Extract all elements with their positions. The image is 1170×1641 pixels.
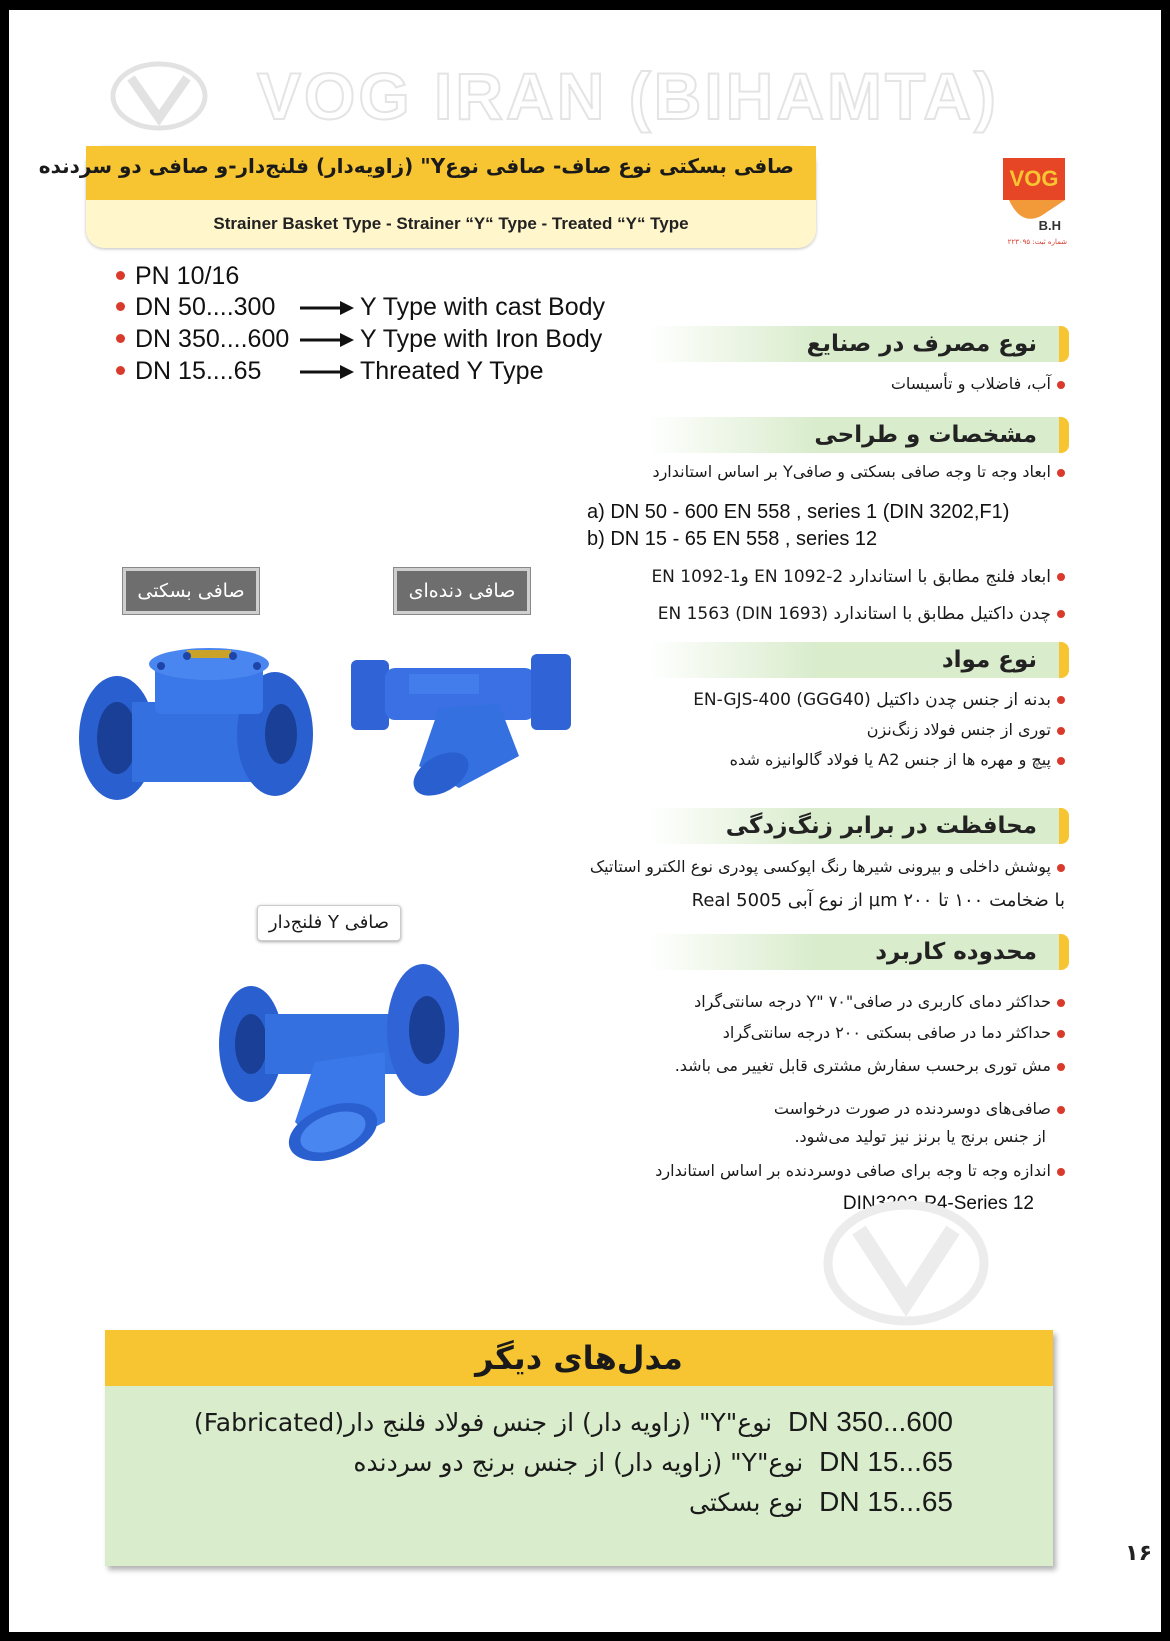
title-banner [38, 146, 816, 248]
arrow-right-icon [300, 301, 354, 315]
bullet-icon [116, 334, 125, 343]
other-models-box [105, 1330, 1053, 1566]
caption-threaded-strainer: صافی دنده‌ای [394, 568, 530, 614]
title-persian: صافی بسکتی نوع صاف- صافی نوعY" (زاویه‌دار) فلنج‌دار-و صافی دو سردنده [38, 154, 794, 178]
bullet-icon [116, 271, 125, 280]
model-size: DN 350...600 [788, 1406, 953, 1437]
title-english: Strainer Basket Type - Strainer “Y“ Type - Treated “Y“ Type [213, 214, 689, 233]
spec-row [116, 356, 544, 386]
material-item: بدنه از جنس چدن داکتیل EN-GJS-400 (GGG40) [693, 690, 1065, 710]
model-description: نوع"Y" (زاویه دار) از جنس فولاد فلنج دار(Fabricated) [193, 1408, 773, 1437]
page-number: ۱۶ [1125, 1541, 1152, 1566]
caption-basket-strainer: صافی بسکتی [123, 568, 259, 614]
bullet-icon [1057, 573, 1065, 581]
bullet-icon [1057, 727, 1065, 735]
design-item: ابعاد فلنج مطابق با استاندارد EN 1092-2 وEN 1092-1 [651, 567, 1065, 587]
bullet-icon [1057, 696, 1065, 704]
vog-watermark-logo-icon [109, 60, 209, 132]
range-item: حداکثر دمای کاربری در صافی"Y" ۷۰ درجه سانتی‌گراد [694, 992, 1065, 1011]
model-description: نوع بسکتی [689, 1488, 804, 1517]
model-row [689, 1486, 953, 1518]
design-item: چدن داکتیل مطابق با استاندارد EN 1563 (DIN 1693) [658, 604, 1065, 624]
bullet-icon [1057, 469, 1065, 477]
bullet-icon [1057, 1168, 1065, 1176]
spec-description: Threated Y Type [360, 357, 544, 385]
bullet-icon [1057, 1063, 1065, 1071]
range-item: صافی‌های دوسردنده در صورت درخواست [774, 1099, 1065, 1118]
range-item-continued: از جنس برنج یا برنز نیز تولید می‌شود. [794, 1127, 1046, 1146]
usage-item: آب، فاضلاب و تأسیسات [891, 374, 1065, 393]
bullet-icon [116, 302, 125, 311]
spec-row [116, 261, 239, 291]
vog-watermark-logo-icon [821, 1198, 991, 1328]
spec-label: DN 350....600 [135, 325, 290, 353]
bullet-icon [116, 366, 125, 375]
model-size: DN 15...65 [819, 1486, 953, 1517]
spec-label: DN 50....300 [135, 293, 276, 321]
svg-text:VOG: VOG [1009, 166, 1059, 191]
threaded-strainer-image [349, 638, 579, 798]
bullet-icon [1057, 999, 1065, 1007]
section-header-corrosion: محافظت در برابر زنگ‌زدگی [649, 808, 1069, 844]
bullet-icon [1057, 610, 1065, 618]
spec-description: Y Type with Iron Body [360, 325, 603, 353]
material-item: توری از جنس فولاد زنگ‌نزن [867, 720, 1065, 739]
vog-brand-logo-icon [1001, 156, 1071, 248]
model-size: DN 15...65 [819, 1446, 953, 1477]
bullet-icon [1057, 864, 1065, 872]
catalog-page [9, 10, 1161, 1632]
arrow-right-icon [300, 333, 354, 347]
watermark-company-name: VOG IRAN (BIHAMTA) [257, 59, 1000, 133]
range-item: مش توری برحسب سفارش مشتری قابل تغییر می باشد. [675, 1056, 1065, 1075]
section-header-material: نوع مواد [649, 642, 1069, 678]
spec-description: Y Type with cast Body [360, 293, 606, 321]
spec-label: DN 15....65 [135, 357, 262, 385]
model-row [194, 1406, 953, 1438]
model-row [353, 1446, 953, 1478]
design-standard-a: a) DN 50 - 600 EN 558 , series 1 (DIN 3202,F1) [587, 501, 1010, 523]
bullet-icon [1057, 1106, 1065, 1114]
spec-row [116, 324, 603, 354]
model-description: نوع"Y" (زاویه دار) از جنس برنج دو سردنده [353, 1448, 804, 1477]
bullet-icon [1057, 381, 1065, 389]
caption-flanged-y-strainer: صافی Y فلنج‌دار [257, 905, 401, 941]
flanged-y-strainer-image [215, 952, 465, 1178]
spec-row [116, 292, 606, 322]
design-item: ابعاد وجه تا وجه صافی بسکتی و صافیY بر اساس استاندارد [652, 462, 1065, 481]
range-item: حداکثر دما در صافی بسکتی ۲۰۰ درجه سانتی‌گراد [723, 1023, 1065, 1042]
basket-strainer-image [77, 642, 327, 822]
corrosion-thickness: با ضخامت ۱۰۰ تا ۲۰۰ µm از نوع آبی Real 5005 [691, 890, 1065, 911]
section-header-design: مشخصات و طراحی [649, 417, 1069, 453]
design-standard-b: b) DN 15 - 65 EN 558 , series 12 [587, 528, 878, 550]
bullet-icon [1057, 757, 1065, 765]
other-models-title: مدل‌های دیگر [475, 1339, 683, 1377]
bullet-icon [1057, 1030, 1065, 1038]
range-item: اندازه وجه تا وجه برای صافی دوسردنده بر اساس استاندارد [655, 1161, 1065, 1180]
section-header-range: محدوده کاربرد [649, 934, 1069, 970]
svg-text:شماره ثبت: ۲۲۳۰۹۵: شماره ثبت: ۲۲۳۰۹۵ [1007, 238, 1067, 246]
material-item: پیچ و مهره ها از جنس A2 یا فولاد گالوانیزه شده [730, 750, 1065, 769]
svg-text:B.H: B.H [1038, 218, 1061, 233]
section-header-usage: نوع مصرف در صنایع [649, 326, 1069, 362]
range-standard: DIN3202-P4-Series 12 [842, 1193, 1034, 1214]
spec-label: PN 10/16 [135, 262, 240, 290]
arrow-right-icon [300, 365, 354, 379]
corrosion-item: پوشش داخلی و بیرونی شیرها رنگ اپوکسی پودری نوع الکترو استاتیک [590, 857, 1065, 876]
